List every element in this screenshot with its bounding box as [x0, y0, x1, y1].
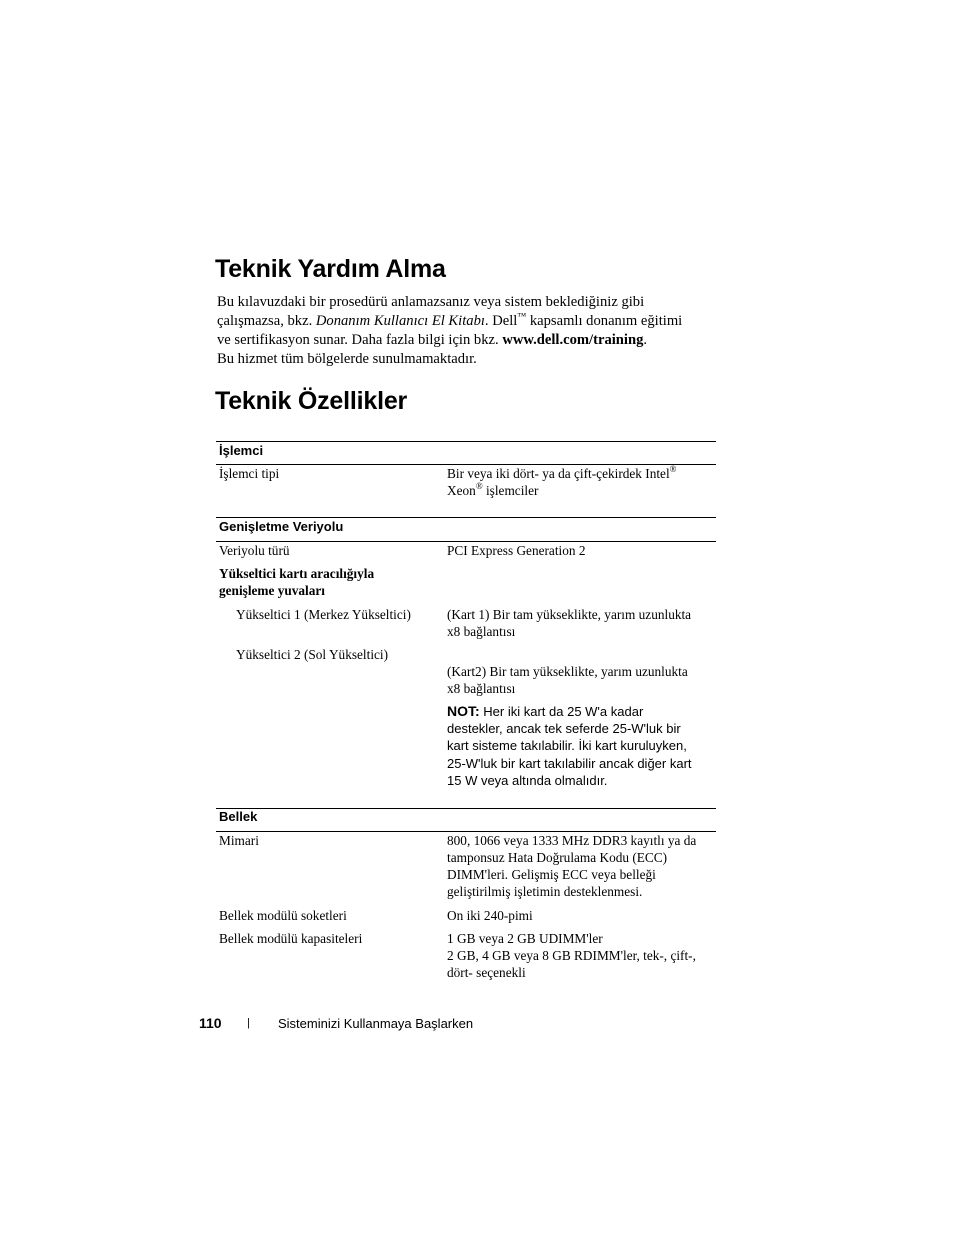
note-text: 25-W'luk bir kart takılabilir ancak diğer kart	[447, 755, 692, 771]
support-heading: Teknik Yardım Alma	[215, 255, 446, 283]
note-text: destekler, ancak tek seferde 25-W'luk bir	[447, 721, 681, 737]
label-text: genişleme yuvaları	[219, 583, 325, 598]
specs-heading: Teknik Özellikler	[215, 387, 408, 415]
page-number: 110	[199, 1015, 222, 1031]
registered-symbol: ®	[669, 464, 677, 474]
processor-type-label: İşlemci tipi	[219, 466, 280, 481]
label-text: Yükseltici kartı aracılığıyla	[219, 566, 375, 581]
riser1-value	[447, 606, 691, 640]
riser1-label: Yükseltici 1 (Merkez Yükseltici)	[236, 607, 411, 622]
intro-line	[217, 350, 737, 369]
memory-sockets-label: Bellek modülü soketleri	[219, 908, 347, 923]
value-text: dört- seçenekli	[447, 965, 526, 980]
trademark-symbol: ™	[517, 311, 527, 321]
table-rule	[216, 517, 716, 518]
section-header-processor: İşlemci	[219, 443, 264, 458]
note-text: 15 W veya altında olmalıdır.	[447, 772, 608, 788]
note-block	[447, 703, 717, 789]
intro-text: . Dell	[484, 313, 518, 329]
value-text: Bir veya iki dört- ya da çift-çekirdek Intel	[447, 466, 670, 481]
support-paragraph	[217, 293, 737, 369]
section-header-expansion: Genişletme Veriyolu	[219, 519, 344, 534]
value-text: tamponsuz Hata Doğrulama Kodu (ECC)	[447, 850, 668, 865]
manual-title: Donanım Kullanıcı El Kitabı	[315, 313, 485, 329]
riser2-label: Yükseltici 2 (Sol Yükseltici)	[236, 647, 389, 662]
note-text: Her iki kart da 25 W'a kadar	[479, 704, 644, 719]
memory-capacity-value	[447, 930, 696, 981]
riser-slots-label	[219, 565, 374, 599]
value-text: Xeon	[447, 483, 476, 498]
intro-text: Bu hizmet tüm bölgelerde sunulmamaktadır.	[217, 351, 477, 367]
footer-title: Sisteminizi Kullanmaya Başlarken	[278, 1016, 474, 1031]
value-text: 800, 1066 veya 1333 MHz DDR3 kayıtlı ya da	[447, 833, 697, 848]
value-text: işlemciler	[482, 483, 539, 498]
note-label: NOT:	[447, 703, 480, 719]
training-url: www.dell.com/training	[502, 332, 644, 348]
intro-text: çalışmazsa, bkz.	[217, 313, 316, 329]
intro-text: ve sertifikasyon sunar. Daha fazla bilgi için bkz.	[217, 332, 503, 348]
value-text: x8 bağlantısı	[447, 681, 516, 696]
value-text: x8 bağlantısı	[447, 624, 516, 639]
intro-text: Bu kılavuzdaki bir prosedürü anlamazsanız veya sistem beklediğiniz gibi	[217, 294, 645, 310]
value-text: DIMM'leri. Gelişmiş ECC veya belleği	[447, 867, 656, 882]
value-text: 2 GB, 4 GB veya 8 GB RDIMM'ler, tek-, çift-,	[447, 948, 696, 963]
value-text: 1 GB veya 2 GB UDIMM'ler	[447, 931, 603, 946]
table-rule	[216, 808, 716, 809]
value-text: geliştirilmiş işletimin desteklenmesi.	[447, 884, 643, 899]
intro-line	[217, 331, 737, 350]
value-text: (Kart2) Bir tam yükseklikte, yarım uzunlukta	[447, 664, 688, 679]
note-text: kart sisteme takılabilir. İki kart kuruluyken,	[447, 738, 687, 754]
registered-symbol: ®	[475, 481, 483, 491]
bus-type-value: PCI Express Generation 2	[447, 543, 586, 558]
intro-text: kapsamlı donanım eğitimi	[526, 313, 683, 329]
processor-type-value	[447, 465, 676, 499]
intro-text: .	[643, 332, 648, 348]
memory-capacity-label: Bellek modülü kapasiteleri	[219, 931, 363, 946]
section-header-memory: Bellek	[219, 809, 258, 824]
memory-architecture-label: Mimari	[219, 833, 259, 848]
table-rule	[216, 441, 716, 442]
intro-line	[217, 293, 737, 312]
footer-separator: |	[247, 1017, 250, 1029]
value-text: (Kart 1) Bir tam yükseklikte, yarım uzunlukta	[447, 607, 692, 622]
intro-line	[217, 312, 737, 331]
memory-architecture-value	[447, 832, 696, 900]
memory-sockets-value: On iki 240-pimi	[447, 908, 533, 923]
bus-type-label: Veriyolu türü	[219, 543, 290, 558]
riser2-value	[447, 663, 688, 697]
